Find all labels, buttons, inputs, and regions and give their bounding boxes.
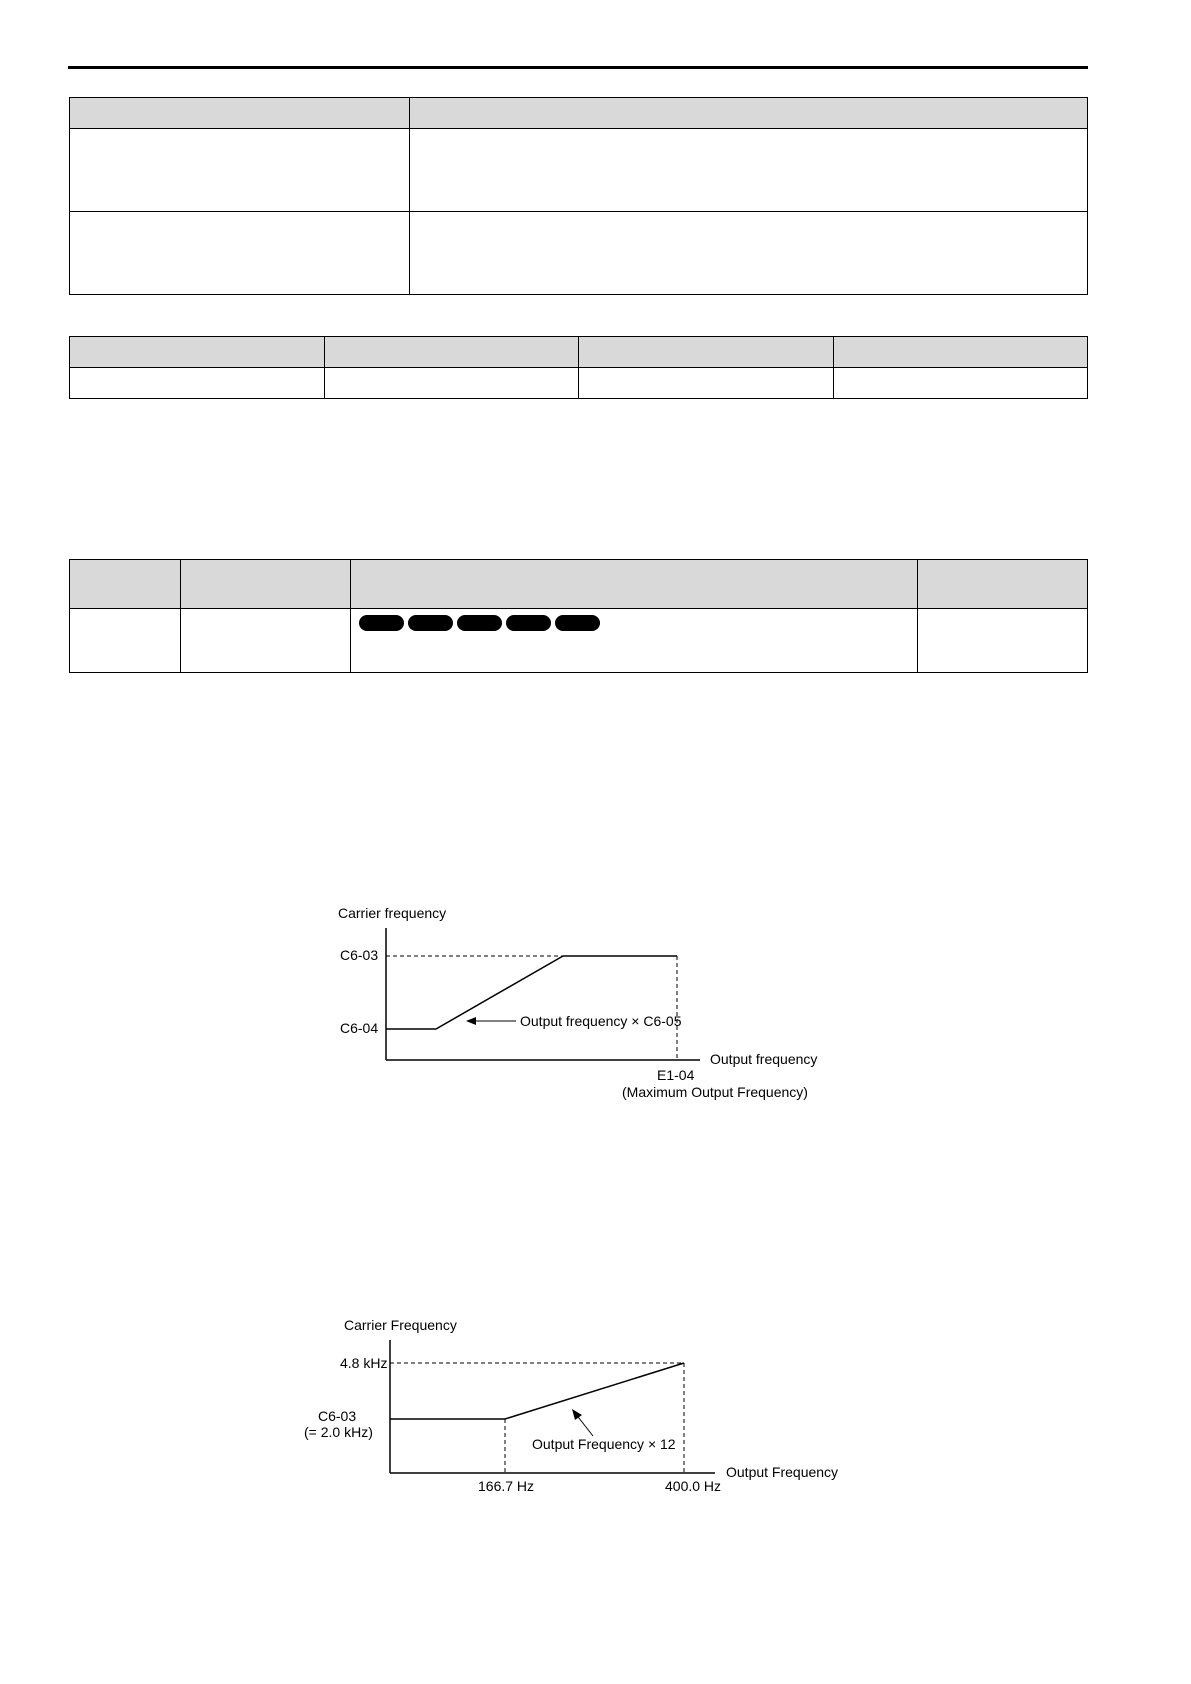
control-mode-badges bbox=[351, 609, 917, 631]
parameter-table bbox=[69, 559, 1088, 673]
max-frequency-caption: (Maximum Output Frequency) bbox=[622, 1084, 808, 1100]
table-row bbox=[70, 212, 1088, 295]
setting-table bbox=[69, 97, 1088, 295]
control-mode-badge bbox=[408, 615, 453, 631]
header-rule bbox=[68, 66, 1088, 69]
lower-level-label-line2: (= 2.0 kHz) bbox=[304, 1424, 373, 1440]
control-mode-badge bbox=[555, 615, 600, 631]
carrier-frequency-figure-2 bbox=[0, 1305, 1191, 1505]
x-tick-label: 400.0 Hz bbox=[665, 1478, 722, 1494]
control-mode-badge bbox=[506, 615, 551, 631]
lower-level-label-line1: C6-03 bbox=[318, 1408, 357, 1424]
table-row bbox=[70, 368, 1088, 399]
slope-label: Output Frequency × 12 bbox=[532, 1436, 676, 1452]
slope-pointer-arrowhead bbox=[466, 1017, 476, 1025]
table-row bbox=[70, 609, 1088, 673]
table-row bbox=[70, 129, 1088, 212]
table-header-row bbox=[70, 560, 1088, 609]
y-axis-label: Carrier Frequency bbox=[344, 1317, 457, 1333]
table-header-row bbox=[70, 337, 1088, 368]
x-axis-label: Output frequency bbox=[710, 1051, 818, 1067]
max-frequency-label: E1-04 bbox=[657, 1067, 695, 1083]
control-mode-badge bbox=[457, 615, 502, 631]
table-header-row bbox=[70, 98, 1088, 129]
upper-level-label: C6-03 bbox=[340, 947, 379, 963]
values-table bbox=[69, 336, 1088, 399]
control-mode-badge bbox=[359, 615, 404, 631]
lower-level-label: C6-04 bbox=[340, 1020, 379, 1036]
upper-level-label: 4.8 kHz bbox=[340, 1355, 388, 1371]
x-axis-label: Output Frequency bbox=[726, 1464, 839, 1480]
slope-label: Output frequency × C6-05 bbox=[520, 1013, 682, 1029]
carrier-frequency-figure-1 bbox=[0, 890, 1191, 1110]
slope-pointer-arrowhead bbox=[572, 1409, 582, 1420]
y-axis-label: Carrier frequency bbox=[338, 905, 447, 921]
x-tick-label: 166.7 Hz bbox=[478, 1478, 535, 1494]
carrier-curve bbox=[390, 1363, 684, 1419]
